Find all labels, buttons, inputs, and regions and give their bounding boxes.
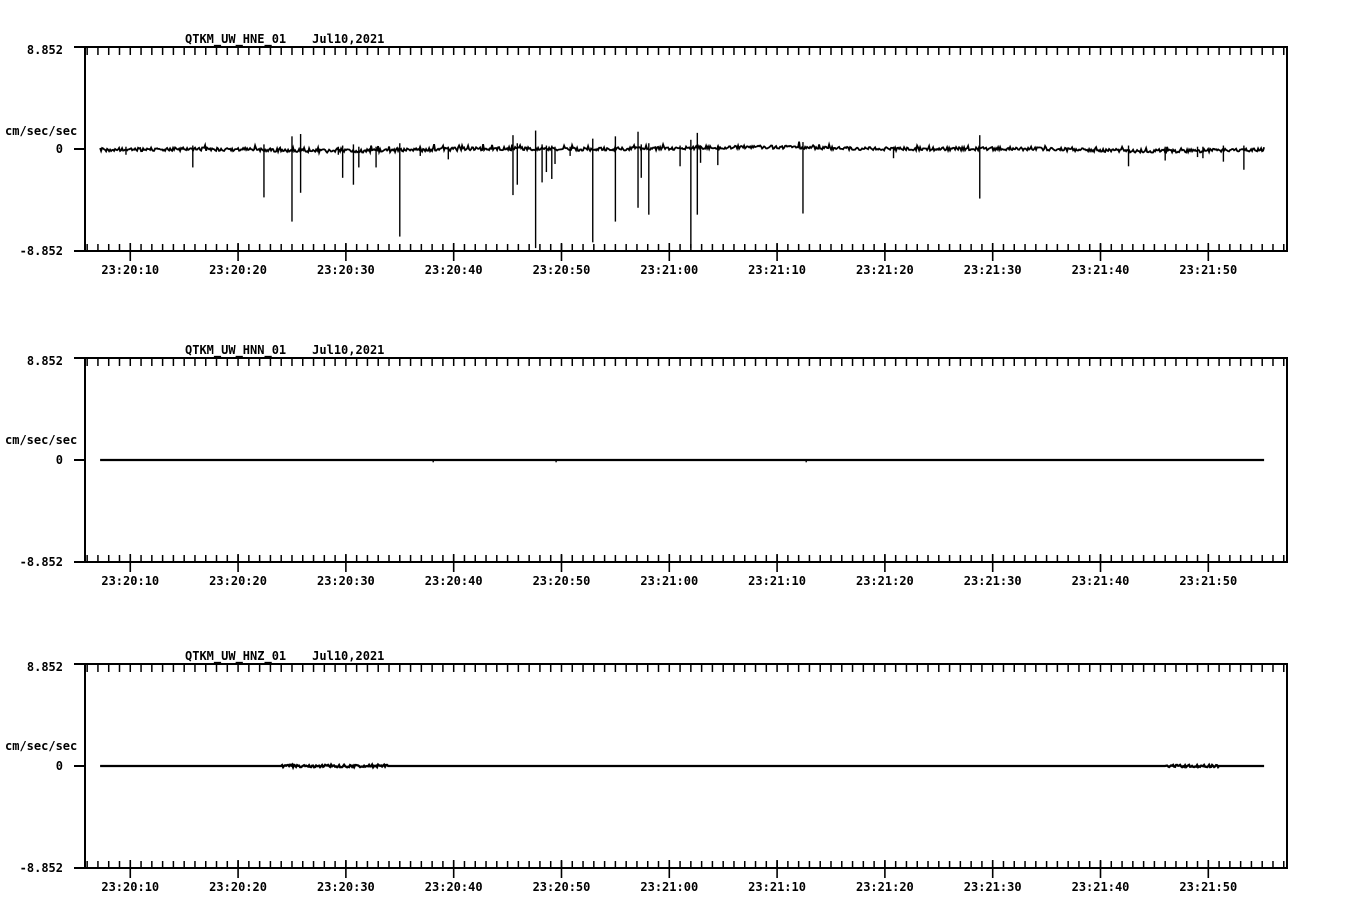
y-max-label: 8.852 bbox=[26, 660, 63, 674]
y-ticks bbox=[74, 47, 85, 251]
x-tick-label: 23:21:00 bbox=[640, 263, 699, 277]
y-max-label: 8.852 bbox=[26, 43, 63, 57]
y-axis-units: cm/sec/sec bbox=[5, 433, 78, 447]
y-zero-label: 0 bbox=[55, 759, 63, 773]
x-ticks bbox=[87, 48, 1284, 261]
x-tick-label: 23:20:10 bbox=[101, 880, 160, 894]
y-min-label: -8.852 bbox=[19, 861, 63, 875]
date-label: Jul10,2021 bbox=[312, 32, 385, 46]
x-tick-label: 23:21:40 bbox=[1071, 263, 1130, 277]
x-tick-label: 23:20:30 bbox=[316, 263, 375, 277]
x-tick-label: 23:21:30 bbox=[963, 880, 1022, 894]
x-tick-label: 23:20:50 bbox=[532, 574, 591, 588]
y-zero-label: 0 bbox=[55, 453, 63, 467]
trace-plot-hnz bbox=[0, 650, 1358, 884]
x-tick-label: 23:20:40 bbox=[424, 574, 483, 588]
x-tick-label: 23:20:20 bbox=[209, 263, 267, 277]
station-channel-label: QTKM_UW_HNZ_01 bbox=[185, 649, 287, 663]
x-tick-label: 23:20:30 bbox=[316, 880, 375, 894]
x-tick-label: 23:21:50 bbox=[1179, 263, 1238, 277]
x-tick-label: 23:20:50 bbox=[532, 263, 591, 277]
date-label: Jul10,2021 bbox=[312, 649, 385, 663]
x-tick-label: 23:20:40 bbox=[424, 263, 483, 277]
trace-plot-hne bbox=[0, 33, 1358, 267]
x-tick-label: 23:21:50 bbox=[1179, 880, 1238, 894]
x-ticks bbox=[87, 359, 1284, 572]
trace-plot-hnn bbox=[0, 344, 1358, 578]
x-tick-label: 23:21:40 bbox=[1071, 880, 1130, 894]
y-ticks bbox=[74, 664, 85, 868]
y-axis-units: cm/sec/sec bbox=[5, 739, 78, 753]
x-tick-label: 23:21:10 bbox=[748, 574, 806, 588]
station-channel-label: QTKM_UW_HNN_01 bbox=[185, 343, 287, 357]
x-tick-label: 23:20:10 bbox=[101, 574, 160, 588]
date-label: Jul10,2021 bbox=[312, 343, 385, 357]
y-max-label: 8.852 bbox=[26, 354, 63, 368]
x-tick-label: 23:21:20 bbox=[855, 880, 914, 894]
station-channel-label: QTKM_UW_HNE_01 bbox=[185, 32, 287, 46]
x-tick-label: 23:20:20 bbox=[209, 574, 267, 588]
x-tick-label: 23:20:20 bbox=[209, 880, 267, 894]
x-ticks bbox=[87, 665, 1284, 878]
x-tick-label: 23:21:20 bbox=[855, 574, 914, 588]
y-axis-units: cm/sec/sec bbox=[5, 124, 78, 138]
x-tick-label: 23:21:00 bbox=[640, 574, 699, 588]
x-tick-label: 23:21:20 bbox=[855, 263, 914, 277]
x-tick-label: 23:21:00 bbox=[640, 880, 699, 894]
x-tick-label: 23:21:30 bbox=[963, 263, 1022, 277]
x-tick-label: 23:20:10 bbox=[101, 263, 160, 277]
x-tick-label: 23:20:30 bbox=[316, 574, 375, 588]
x-tick-label: 23:21:30 bbox=[963, 574, 1022, 588]
y-ticks bbox=[74, 358, 85, 562]
x-tick-label: 23:20:40 bbox=[424, 880, 483, 894]
trace-path bbox=[100, 142, 1264, 153]
y-zero-label: 0 bbox=[55, 142, 63, 156]
x-tick-label: 23:21:10 bbox=[748, 880, 806, 894]
trace-path bbox=[100, 765, 1264, 768]
y-min-label: -8.852 bbox=[19, 244, 63, 258]
x-tick-label: 23:21:10 bbox=[748, 263, 806, 277]
x-tick-label: 23:21:50 bbox=[1179, 574, 1238, 588]
x-tick-label: 23:21:40 bbox=[1071, 574, 1130, 588]
x-tick-label: 23:20:50 bbox=[532, 880, 591, 894]
y-min-label: -8.852 bbox=[19, 555, 63, 569]
